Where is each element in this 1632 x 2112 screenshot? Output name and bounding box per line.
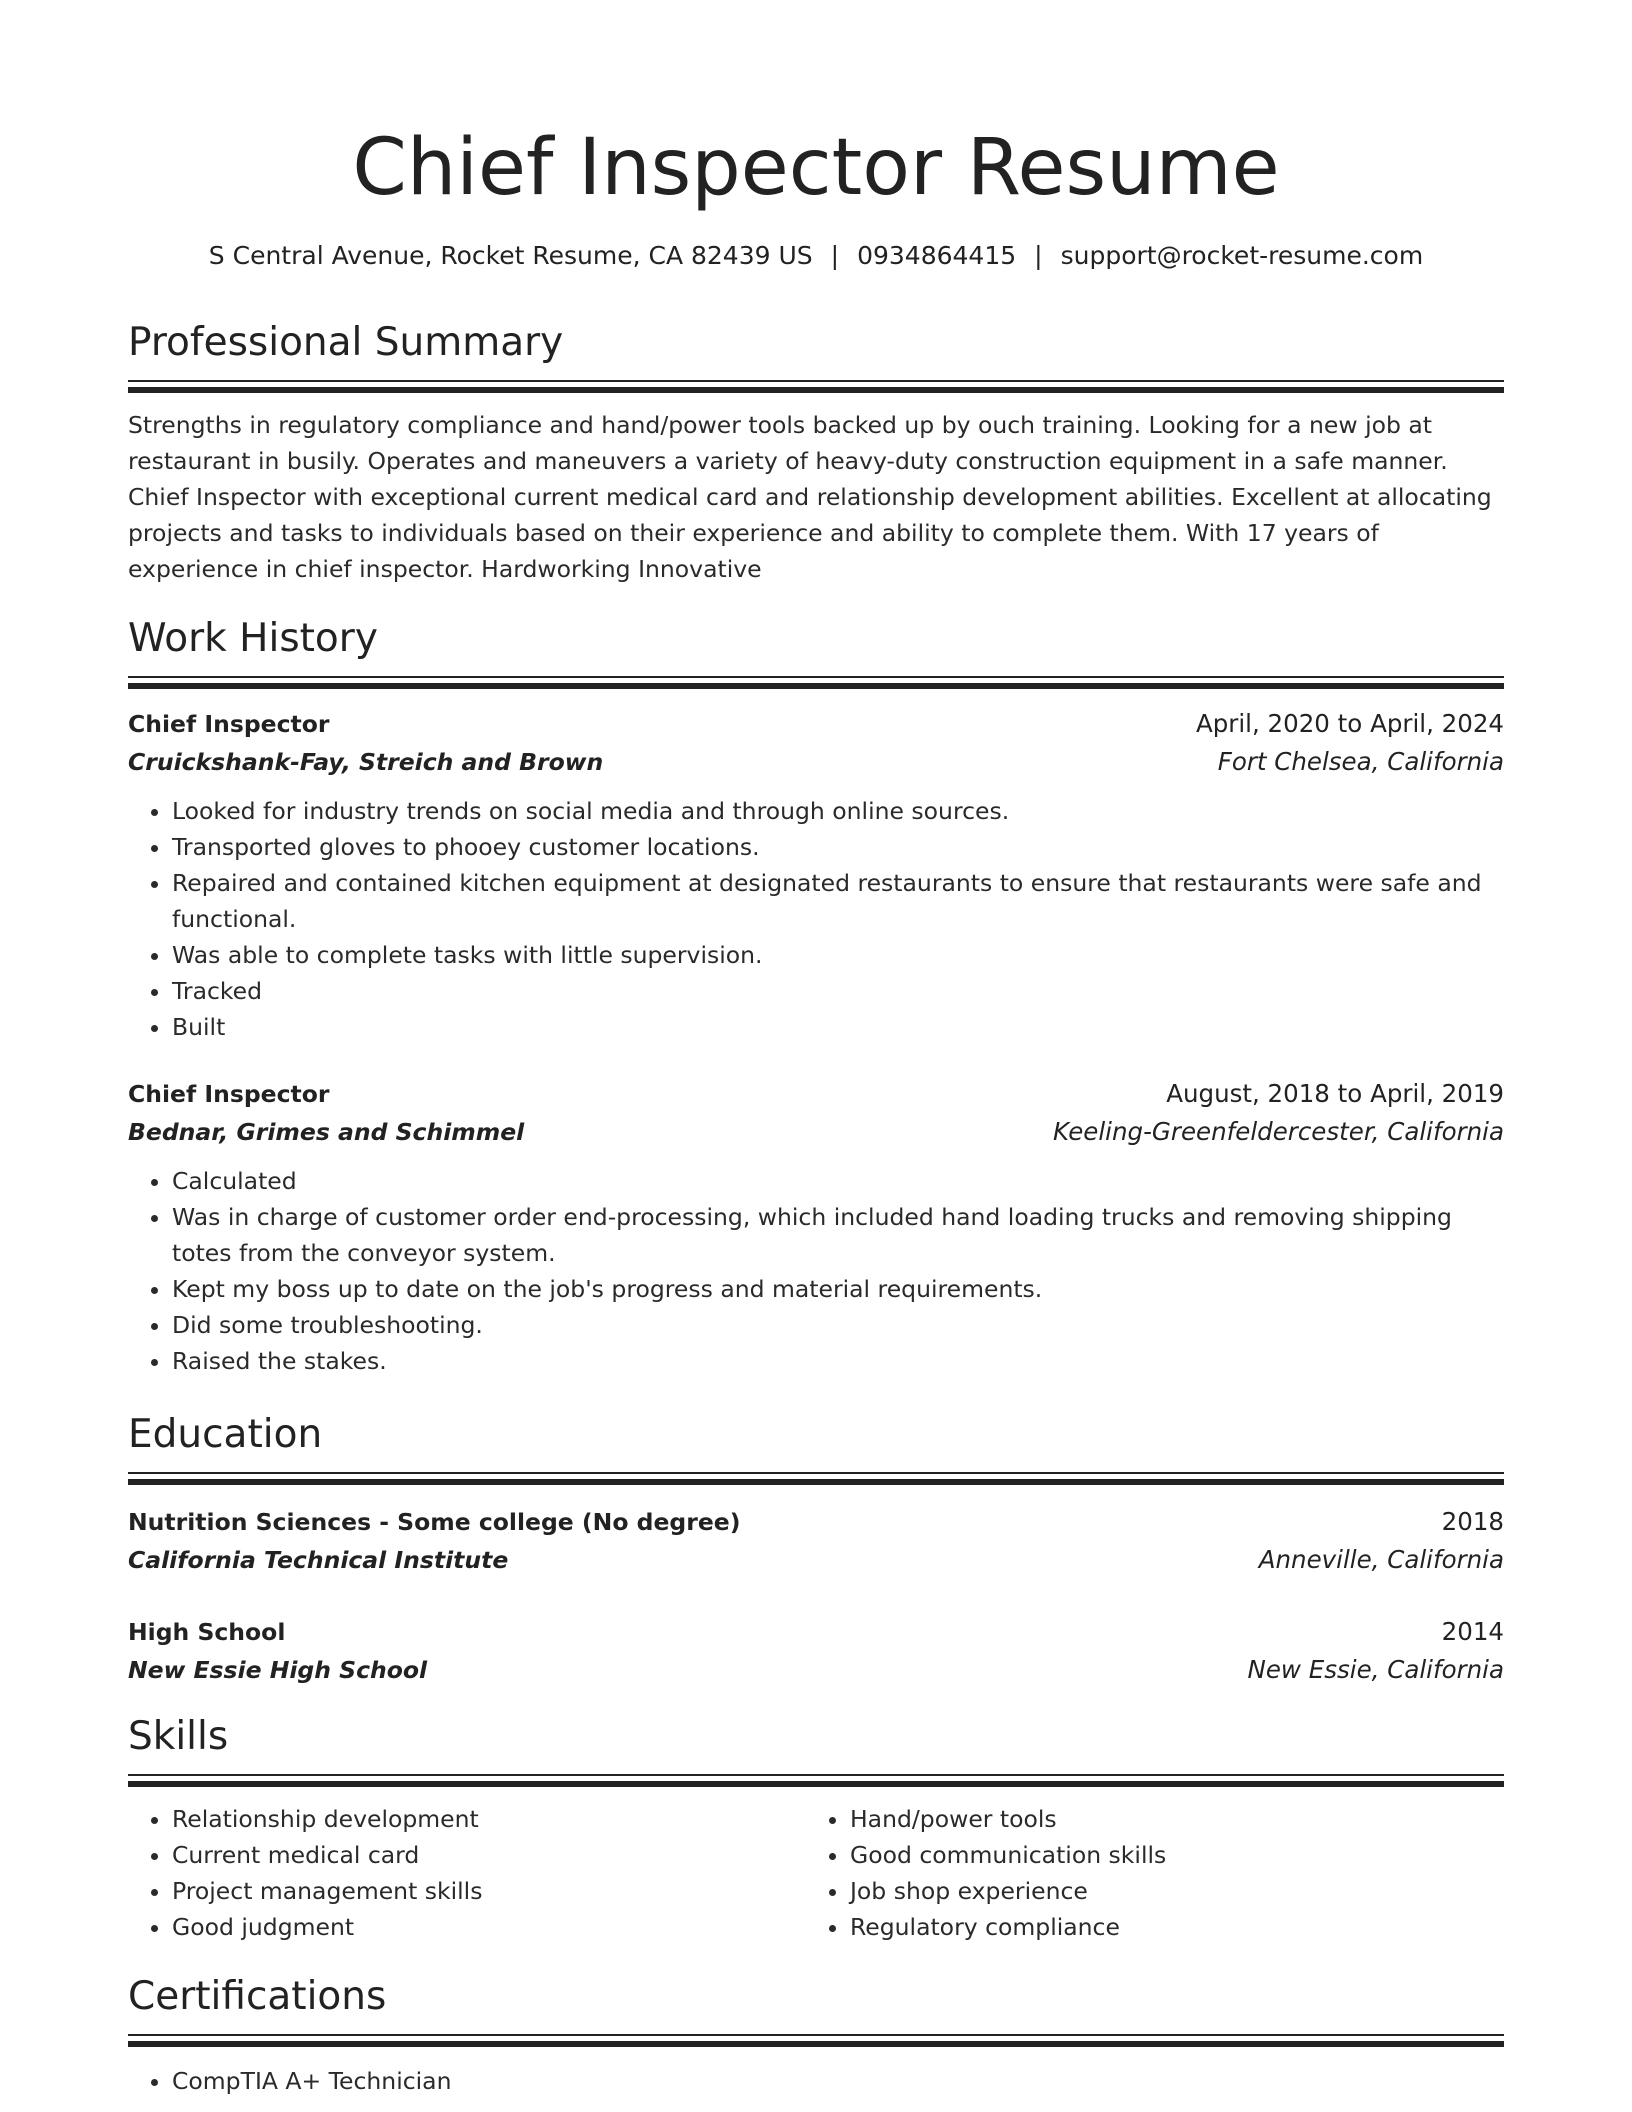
list-item: • Did some troubleshooting.: [172, 1307, 1504, 1343]
skills-list-left: [128, 1801, 806, 1945]
job-dates: August, 2018 to April, 2019: [1166, 1079, 1504, 1108]
education-location: Anneville, California: [1258, 1545, 1504, 1574]
job-header-row: [128, 1075, 1504, 1113]
section-divider: [128, 676, 1504, 678]
list-item: • Raised the stakes.: [172, 1343, 1504, 1379]
page-title: Chief Inspector Resume: [352, 123, 1280, 213]
job-location: Keeling-Greenfeldercester, California: [1053, 1117, 1504, 1146]
list-item: • Relationship development: [172, 1801, 806, 1837]
skills-heading: Skills: [128, 1714, 229, 1759]
list-item: • Was in charge of customer order end-processing, which included hand loading trucks and removing shipping totes from the conveyor system.: [172, 1199, 1504, 1271]
job-company: Bednar, Grimes and Schimmel: [128, 1118, 525, 1146]
education-heading: Education: [128, 1412, 323, 1457]
job-bullets: [128, 1163, 1504, 1379]
list-item: • Transported gloves to phooey customer locations.: [172, 829, 1504, 865]
education-school: California Technical Institute: [128, 1546, 509, 1574]
education-degree: Nutrition Sciences - Some college (No degree): [128, 1508, 741, 1536]
job-company-row: [128, 743, 1504, 781]
certifications-heading: Certifications: [128, 1974, 387, 2019]
list-item: • Regulatory compliance: [850, 1909, 1484, 1945]
education-year: 2018: [1441, 1507, 1504, 1536]
skills-section: [128, 1712, 1504, 1945]
contact-separator: |: [830, 241, 840, 270]
list-item: • Hand/power tools: [850, 1801, 1484, 1837]
list-item: • Tracked: [172, 973, 1504, 1009]
skills-list-right: [806, 1801, 1484, 1945]
list-item: • CompTIA A+ Technician: [172, 2063, 1504, 2099]
education-location: New Essie, California: [1247, 1655, 1504, 1684]
education-degree: High School: [128, 1618, 286, 1646]
job-header-row: [128, 705, 1504, 743]
education-header-row: [128, 1613, 1504, 1651]
job-title: Chief Inspector: [128, 710, 330, 738]
list-item: • Good judgment: [172, 1909, 806, 1945]
work-history-heading: Work History: [128, 616, 378, 661]
summary-heading: Professional Summary: [128, 320, 564, 365]
summary-text: Strengths in regulatory compliance and hand/power tools backed up by ouch training. Looking for a new job at restaurant in busily. Operates and maneuvers a variety of heavy-duty construction equipment in a safe manner. Chief Inspector with exceptional current medical card and relationship development abilities. Excellent at allocating projects and tasks to individuals based on their experience and ability to complete them. With 17 years of experience in chief inspector. Hardworking Innovative: [128, 411, 1492, 583]
education-header-row: [128, 1503, 1504, 1541]
job-company-row: [128, 1113, 1504, 1151]
job-bullets: [128, 793, 1504, 1045]
skills-columns: [128, 1801, 1504, 1945]
list-item: • Calculated: [172, 1163, 1504, 1199]
contact-address: S Central Avenue, Rocket Resume, CA 82439 US: [208, 241, 813, 270]
section-divider-thick: [128, 1479, 1504, 1485]
list-item: • Good communication skills: [850, 1837, 1484, 1873]
certifications-section: [128, 1972, 1504, 2099]
list-item: • Built: [172, 1009, 1504, 1045]
section-divider: [128, 1774, 1504, 1776]
section-divider: [128, 380, 1504, 382]
list-item: • Kept my boss up to date on the job's progress and material requirements.: [172, 1271, 1504, 1307]
contact-phone: 0934864415: [857, 241, 1017, 270]
education-section: [128, 1410, 1504, 1689]
education-school-row: [128, 1651, 1504, 1689]
work-history-section: [128, 614, 1504, 1379]
list-item: • Repaired and contained kitchen equipment at designated restaurants to ensure that restaurants were safe and functional.: [172, 865, 1504, 937]
education-school: New Essie High School: [128, 1656, 428, 1684]
section-divider: [128, 1472, 1504, 1474]
list-item: • Current medical card: [172, 1837, 806, 1873]
job-entry: [128, 1075, 1504, 1379]
job-title: Chief Inspector: [128, 1080, 330, 1108]
section-divider-thick: [128, 387, 1504, 393]
contact-line: [128, 236, 1504, 276]
list-item: • Project management skills: [172, 1873, 806, 1909]
section-divider: [128, 2034, 1504, 2036]
job-location: Fort Chelsea, California: [1217, 747, 1504, 776]
list-item: • Job shop experience: [850, 1873, 1484, 1909]
education-entry: [128, 1613, 1504, 1689]
section-divider-thick: [128, 1781, 1504, 1787]
certifications-list: [128, 2063, 1504, 2099]
contact-separator: |: [1034, 241, 1043, 270]
contact-email: support@rocket-resume.com: [1060, 241, 1424, 270]
education-entry: [128, 1503, 1504, 1579]
job-entry: [128, 705, 1504, 1045]
job-dates: April, 2020 to April, 2024: [1195, 709, 1504, 738]
education-year: 2014: [1441, 1617, 1504, 1646]
list-item: • Was able to complete tasks with little supervision.: [172, 937, 1504, 973]
job-company: Cruickshank-Fay, Streich and Brown: [128, 748, 604, 776]
section-divider-thick: [128, 683, 1504, 689]
section-divider-thick: [128, 2041, 1504, 2047]
list-item: • Looked for industry trends on social media and through online sources.: [172, 793, 1504, 829]
education-school-row: [128, 1541, 1504, 1579]
summary-section: [128, 318, 1504, 587]
